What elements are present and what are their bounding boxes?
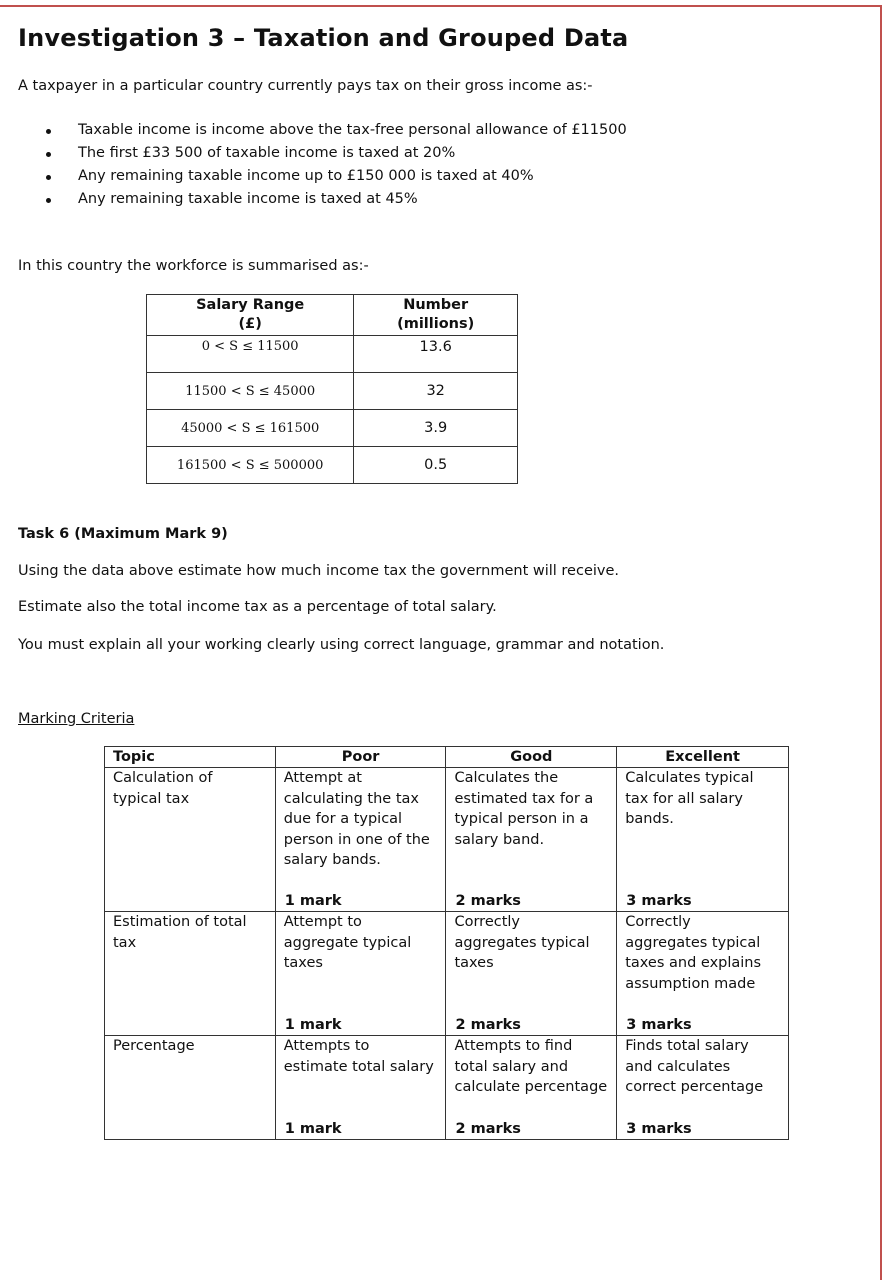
salary-table bbox=[146, 294, 518, 484]
number-cell: 0.5 bbox=[354, 447, 518, 484]
number-cell: 32 bbox=[354, 373, 518, 410]
cell-line: Estimation of total bbox=[113, 914, 247, 930]
topic-header: Topic bbox=[105, 747, 276, 768]
tax-rules-list bbox=[18, 122, 627, 214]
cell-line: calculating the tax bbox=[283, 790, 419, 807]
cell-line: bands. bbox=[625, 811, 674, 828]
list-item: Any remaining taxable income is taxed at 45% bbox=[18, 191, 627, 214]
cell-line: Percentage bbox=[113, 1038, 195, 1054]
excellent-header: Excellent bbox=[617, 747, 789, 768]
cell-line: correct percentage bbox=[625, 1079, 764, 1096]
table-row bbox=[105, 1036, 789, 1140]
table-row bbox=[105, 768, 789, 912]
cell-line: aggregate typical bbox=[283, 934, 412, 951]
table-row bbox=[147, 447, 518, 484]
cell-line: salary band. bbox=[454, 831, 545, 848]
cell-line: total salary and bbox=[454, 1058, 569, 1075]
salary-range-cell: 0 < S ≤ 11500 bbox=[147, 336, 354, 373]
header-line: Salary Range bbox=[196, 297, 305, 313]
cell-line: estimated tax for a bbox=[454, 790, 594, 807]
cell-line: Attempt at bbox=[283, 770, 362, 786]
number-cell: 3.9 bbox=[354, 410, 518, 447]
mark-label: 3 marks bbox=[626, 1017, 692, 1033]
intro-text: A taxpayer in a particular country currently pays tax on their gross income as:- bbox=[18, 78, 593, 94]
marking-criteria-heading: Marking Criteria bbox=[18, 711, 135, 727]
page-top-border bbox=[0, 5, 882, 7]
cell-line: typical person in a bbox=[454, 811, 589, 828]
cell-line: Attempts to bbox=[283, 1038, 370, 1054]
task-instruction: Using the data above estimate how much income tax the government will receive. bbox=[18, 563, 620, 579]
cell-line: taxes bbox=[454, 955, 494, 972]
table-row bbox=[147, 373, 518, 410]
mark-label: 1 mark bbox=[284, 893, 342, 909]
good-cell bbox=[446, 1036, 617, 1140]
cell-line: Correctly bbox=[625, 914, 691, 930]
cell-line: Attempt to bbox=[283, 914, 362, 930]
table-row bbox=[105, 912, 789, 1036]
mark-label: 3 marks bbox=[626, 1121, 692, 1137]
list-item: Taxable income is income above the tax-free personal allowance of £11500 bbox=[18, 122, 627, 145]
number-cell: 13.6 bbox=[354, 336, 518, 373]
cell-line: taxes bbox=[283, 955, 323, 972]
salary-range-cell: 45000 < S ≤ 161500 bbox=[147, 410, 354, 447]
mark-label: 2 marks bbox=[455, 1017, 521, 1033]
mark-label: 2 marks bbox=[455, 893, 521, 909]
table-row bbox=[147, 410, 518, 447]
cell-line: tax bbox=[113, 934, 137, 951]
topic-cell bbox=[105, 1036, 276, 1140]
cell-line: calculate percentage bbox=[454, 1079, 608, 1096]
cell-line: assumption made bbox=[625, 975, 756, 992]
excellent-cell bbox=[617, 912, 789, 1036]
list-item: The first £33 500 of taxable income is taxed at 20% bbox=[18, 145, 627, 168]
cell-line: due for a typical bbox=[283, 811, 403, 828]
task-heading: Task 6 (Maximum Mark 9) bbox=[18, 526, 228, 542]
number-header bbox=[354, 295, 518, 336]
poor-header: Poor bbox=[275, 747, 446, 768]
cell-line: aggregates typical bbox=[625, 934, 761, 951]
cell-line: Calculates the bbox=[454, 770, 559, 786]
cell-line: Attempts to find bbox=[454, 1038, 573, 1054]
salary-range-cell: 11500 < S ≤ 45000 bbox=[147, 373, 354, 410]
task-instruction: You must explain all your working clearly using correct language, grammar and notation. bbox=[18, 637, 665, 653]
list-item: Any remaining taxable income up to £150 000 is taxed at 40% bbox=[18, 168, 627, 191]
table-header-row bbox=[147, 295, 518, 336]
marking-criteria-table bbox=[104, 746, 789, 1140]
good-cell bbox=[446, 912, 617, 1036]
cell-line: tax for all salary bbox=[625, 790, 743, 807]
cell-line: Calculation of bbox=[113, 770, 213, 786]
topic-cell bbox=[105, 912, 276, 1036]
topic-cell bbox=[105, 768, 276, 912]
cell-line: Correctly bbox=[454, 914, 521, 930]
header-line: (millions) bbox=[397, 316, 475, 332]
mark-label: 1 mark bbox=[284, 1121, 342, 1137]
excellent-cell bbox=[617, 1036, 789, 1140]
poor-cell bbox=[275, 768, 446, 912]
good-cell bbox=[446, 768, 617, 912]
poor-cell bbox=[275, 1036, 446, 1140]
mark-label: 3 marks bbox=[626, 893, 692, 909]
cell-line: Calculates typical bbox=[625, 770, 754, 786]
cell-line: person in one of the bbox=[283, 831, 430, 848]
cell-line: aggregates typical bbox=[454, 934, 590, 951]
workforce-intro: In this country the workforce is summarised as:- bbox=[18, 258, 369, 274]
good-header: Good bbox=[446, 747, 617, 768]
mark-label: 1 mark bbox=[284, 1017, 342, 1033]
table-header-row bbox=[105, 747, 789, 768]
cell-line: typical tax bbox=[113, 790, 190, 807]
excellent-cell bbox=[617, 768, 789, 912]
page-title: Investigation 3 – Taxation and Grouped Data bbox=[18, 24, 629, 52]
header-line: Number bbox=[403, 297, 469, 313]
mark-label: 2 marks bbox=[455, 1121, 521, 1137]
cell-line: and calculates bbox=[625, 1058, 731, 1075]
task-instruction: Estimate also the total income tax as a percentage of total salary. bbox=[18, 599, 497, 615]
table-row bbox=[147, 336, 518, 373]
cell-line: estimate total salary bbox=[283, 1058, 434, 1075]
poor-cell bbox=[275, 912, 446, 1036]
cell-line: taxes and explains bbox=[625, 955, 762, 972]
cell-line: salary bands. bbox=[283, 852, 381, 869]
salary-range-cell: 161500 < S ≤ 500000 bbox=[147, 447, 354, 484]
salary-range-header bbox=[147, 295, 354, 336]
cell-line: Finds total salary bbox=[625, 1038, 749, 1054]
header-line: (£) bbox=[238, 316, 262, 332]
